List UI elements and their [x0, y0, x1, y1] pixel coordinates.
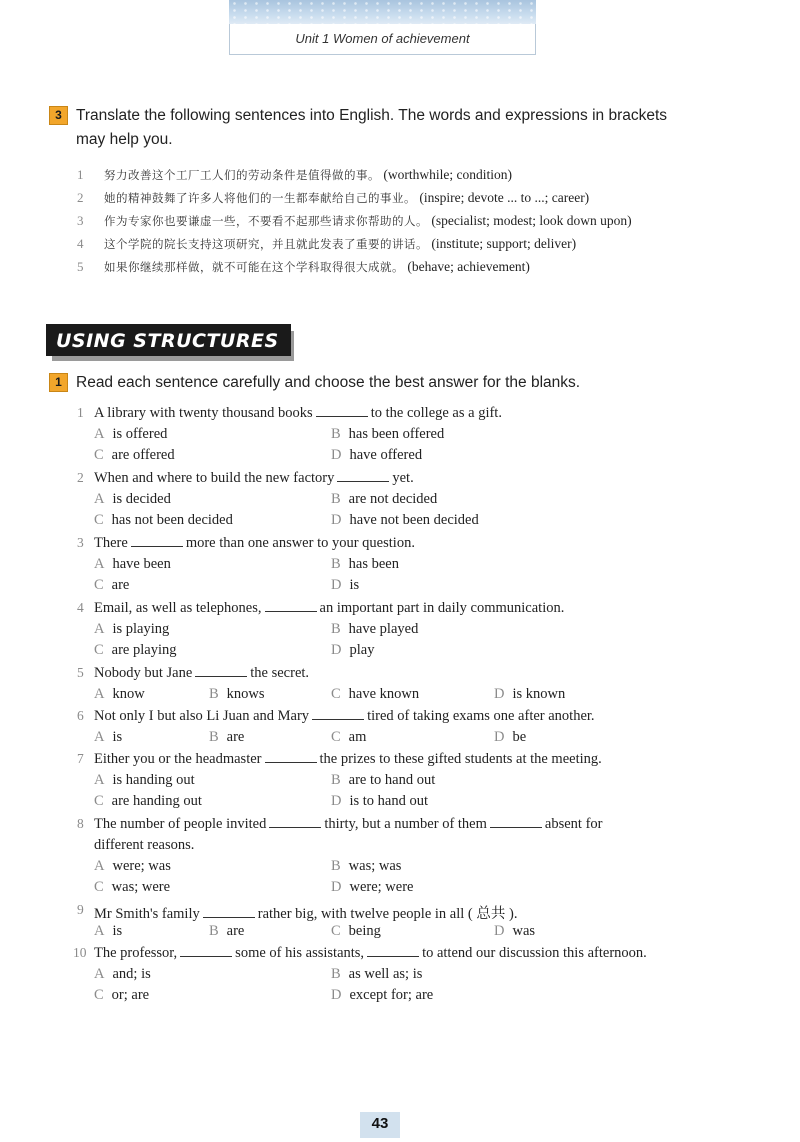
answer-option	[94, 966, 151, 983]
question-text-after: to the college as a gift.	[370, 405, 502, 421]
answer-blank	[180, 946, 232, 957]
question-text-before: Mr Smith's family	[94, 906, 200, 922]
answer-option	[94, 426, 167, 443]
question-text-before: Not only I but also Li Juan and Mary	[94, 708, 310, 724]
option-letter: B	[331, 772, 341, 788]
answer-option	[331, 858, 401, 875]
question-number: 4	[77, 600, 84, 615]
translate-item-chinese: 作为专家你也要谦虚一些，不要看不起那些请求你帮助的人。	[104, 214, 428, 228]
translate-item-chinese: 如果你继续那样做，就不可能在这个学科取得很大成就。	[104, 260, 404, 274]
question-stem	[94, 535, 415, 552]
option-letter: B	[209, 923, 219, 939]
question-text-before: A library with twenty thousand books	[94, 405, 313, 421]
option-letter: D	[494, 923, 505, 939]
answer-option	[331, 426, 444, 443]
answer-blank	[490, 817, 542, 828]
answer-blank	[203, 907, 255, 918]
question-text-middle: some of his assistants,	[235, 945, 365, 961]
translate-item-number: 3	[77, 213, 84, 228]
option-text: is decided	[112, 491, 171, 507]
option-text: have been	[112, 556, 171, 572]
question-number: 8	[77, 816, 84, 831]
option-text: and; is	[112, 966, 151, 982]
option-text: have offered	[349, 447, 423, 463]
answer-option	[94, 686, 145, 703]
answer-option	[331, 966, 422, 983]
question-stem	[94, 816, 602, 833]
option-letter: B	[209, 729, 219, 745]
option-text: has been offered	[348, 426, 445, 442]
mc-instruction: Read each sentence carefully and choose the best answer for the blanks.	[76, 374, 581, 391]
answer-option	[494, 923, 535, 940]
option-letter: B	[331, 858, 341, 874]
unit-title: Unit 1 Women of achievement	[229, 24, 536, 55]
translate-item-chinese: 她的精神鼓舞了许多人将他们的一生都奉献给自己的事业。	[104, 191, 416, 205]
option-text: being	[348, 923, 381, 939]
option-letter: B	[331, 426, 341, 442]
question-number: 3	[77, 535, 84, 550]
question-number: 10	[73, 945, 87, 960]
option-letter: B	[209, 686, 219, 702]
option-letter: D	[331, 879, 342, 895]
option-letter: C	[94, 512, 104, 528]
option-text: is to hand out	[349, 793, 429, 809]
question-text-after: the prizes to these gifted students at the meeting.	[319, 751, 602, 767]
header-decorative-band	[229, 0, 536, 24]
option-letter: A	[94, 858, 105, 874]
translate-item	[104, 213, 632, 229]
option-letter: C	[331, 686, 341, 702]
option-letter: C	[94, 642, 104, 658]
question-text-before: The professor,	[94, 945, 178, 961]
option-text: are	[226, 923, 245, 939]
option-text: have played	[348, 621, 419, 637]
exercise-number-badge: 3	[49, 106, 68, 125]
question-stem	[94, 751, 602, 768]
option-text: was; was	[348, 858, 402, 874]
translate-item-number: 5	[77, 259, 84, 274]
option-text: is	[112, 923, 123, 939]
answer-option	[94, 577, 129, 594]
translate-instruction-line2: may help you.	[76, 131, 173, 148]
question-text-after: rather big, with twelve people in all ( 总共 ).	[257, 906, 518, 922]
option-text: was; were	[111, 879, 171, 895]
answer-option	[331, 879, 413, 896]
answer-option	[494, 729, 526, 746]
answer-option	[209, 923, 244, 940]
answer-option	[331, 621, 418, 638]
answer-option	[331, 447, 422, 464]
option-text: is	[349, 577, 360, 593]
option-text: are not decided	[348, 491, 438, 507]
translate-item-number: 1	[77, 167, 84, 182]
option-text: are offered	[111, 447, 175, 463]
question-stem	[94, 600, 564, 617]
option-text: am	[348, 729, 367, 745]
answer-blank	[195, 666, 247, 677]
question-text-before: Either you or the headmaster	[94, 751, 262, 767]
answer-option	[94, 729, 122, 746]
option-letter: D	[331, 793, 342, 809]
answer-blank	[316, 406, 368, 417]
option-text: or; are	[111, 987, 150, 1003]
answer-option	[331, 987, 433, 1004]
answer-option	[94, 987, 149, 1004]
question-text-after: to attend our discussion this afternoon.	[422, 945, 647, 961]
option-letter: A	[94, 686, 105, 702]
option-letter: A	[94, 491, 105, 507]
translate-item-chinese: 这个学院的院长支持这项研究，并且就此发表了重要的讲话。	[104, 237, 428, 251]
question-number: 6	[77, 708, 84, 723]
translate-item	[104, 190, 589, 206]
translate-instruction-line1: Translate the following sentences into English. The words and expressions in brackets	[76, 107, 668, 124]
answer-option	[94, 491, 171, 508]
question-stem	[94, 470, 414, 487]
option-letter: C	[94, 577, 104, 593]
option-text: are	[226, 729, 245, 745]
option-text: has been	[348, 556, 399, 572]
exercise-number-badge: 1	[49, 373, 68, 392]
option-letter: B	[331, 621, 341, 637]
answer-blank	[265, 601, 317, 612]
option-text: has not been decided	[111, 512, 233, 528]
option-text: is known	[512, 686, 566, 702]
question-text-before: Email, as well as telephones,	[94, 600, 262, 616]
question-number: 5	[77, 665, 84, 680]
translate-item	[104, 167, 512, 183]
option-letter: D	[331, 512, 342, 528]
answer-option	[331, 686, 419, 703]
question-text-after: tired of taking exams one after another.	[367, 708, 595, 724]
answer-option	[94, 772, 195, 789]
option-letter: C	[94, 793, 104, 809]
question-stem	[94, 708, 595, 725]
option-letter: A	[94, 772, 105, 788]
answer-blank	[312, 709, 364, 720]
translate-item-hint: (worthwhile; condition)	[383, 167, 512, 182]
option-text: were; were	[349, 879, 414, 895]
option-letter: C	[94, 879, 104, 895]
option-letter: A	[94, 966, 105, 982]
option-text: are playing	[111, 642, 177, 658]
translate-item	[104, 259, 530, 275]
question-text-before: When and where to build the new factory	[94, 470, 335, 486]
option-letter: B	[331, 966, 341, 982]
answer-option	[94, 793, 202, 810]
translate-item-number: 2	[77, 190, 84, 205]
question-number: 7	[77, 751, 84, 766]
option-text: have not been decided	[349, 512, 479, 528]
option-text: know	[112, 686, 145, 702]
question-number: 2	[77, 470, 84, 485]
translate-item-hint: (specialist; modest; look down upon)	[431, 213, 632, 228]
option-letter: D	[494, 686, 505, 702]
answer-option	[494, 686, 565, 703]
question-text-after: the secret.	[250, 665, 310, 681]
answer-blank	[265, 752, 317, 763]
translate-item-hint: (institute; support; deliver)	[431, 236, 577, 251]
answer-option	[94, 879, 170, 896]
translate-item-chinese: 努力改善这个工厂工人们的劳动条件是值得做的事。	[104, 168, 380, 182]
answer-option	[331, 923, 381, 940]
answer-option	[331, 577, 359, 594]
translate-item-hint: (behave; achievement)	[407, 259, 530, 274]
answer-option	[94, 858, 171, 875]
answer-option	[331, 729, 366, 746]
question-stem	[94, 902, 517, 923]
section-banner-title: USING STRUCTURES	[56, 330, 279, 352]
question-stem	[94, 405, 502, 422]
question-text-before: The number of people invited	[94, 816, 267, 832]
option-letter: D	[331, 642, 342, 658]
answer-option	[331, 556, 399, 573]
option-text: be	[512, 729, 527, 745]
translate-item	[104, 236, 576, 252]
option-letter: D	[331, 577, 342, 593]
question-text-after: absent for	[544, 816, 603, 832]
option-text: are	[111, 577, 130, 593]
question-text-after: yet.	[392, 470, 414, 486]
answer-option	[94, 923, 122, 940]
question-stem	[94, 945, 647, 962]
answer-option	[94, 447, 175, 464]
answer-option	[209, 686, 265, 703]
answer-blank	[269, 817, 321, 828]
question-text-continuation: different reasons.	[94, 837, 195, 853]
option-text: as well as; is	[348, 966, 423, 982]
option-letter: B	[331, 491, 341, 507]
answer-blank	[131, 536, 183, 547]
question-text-middle: thirty, but a number of them	[324, 816, 487, 832]
answer-blank	[337, 471, 389, 482]
option-text: are handing out	[111, 793, 202, 809]
option-letter: B	[331, 556, 341, 572]
option-letter: A	[94, 621, 105, 637]
answer-option	[94, 642, 177, 659]
option-letter: C	[331, 729, 341, 745]
question-number: 9	[77, 902, 84, 917]
answer-option	[209, 729, 244, 746]
option-text: are to hand out	[348, 772, 436, 788]
option-letter: A	[94, 923, 105, 939]
answer-option	[331, 793, 428, 810]
question-number: 1	[77, 405, 84, 420]
answer-option	[331, 772, 435, 789]
option-letter: D	[494, 729, 505, 745]
option-letter: A	[94, 729, 105, 745]
option-letter: C	[94, 987, 104, 1003]
option-letter: C	[94, 447, 104, 463]
option-text: play	[349, 642, 375, 658]
option-letter: A	[94, 426, 105, 442]
option-text: have known	[348, 686, 420, 702]
option-text: except for; are	[349, 987, 434, 1003]
question-stem	[94, 665, 309, 682]
answer-option	[331, 642, 374, 659]
option-text: is	[112, 729, 123, 745]
option-text: knows	[226, 686, 265, 702]
translate-item-hint: (inspire; devote ... to ...; career)	[419, 190, 590, 205]
question-text-after: more than one answer to your question.	[185, 535, 415, 551]
option-letter: A	[94, 556, 105, 572]
translate-item-number: 4	[77, 236, 84, 251]
option-text: was	[512, 923, 536, 939]
option-text: is handing out	[112, 772, 195, 788]
answer-option	[94, 621, 169, 638]
answer-option	[94, 512, 233, 529]
answer-option	[331, 491, 437, 508]
answer-option	[94, 556, 171, 573]
question-text-after: an important part in daily communication.	[319, 600, 565, 616]
option-text: is offered	[112, 426, 168, 442]
page-number: 43	[360, 1112, 400, 1138]
answer-option	[331, 512, 479, 529]
question-text-before: Nobody but Jane	[94, 665, 193, 681]
option-text: were; was	[112, 858, 171, 874]
option-text: is playing	[112, 621, 170, 637]
question-text-before: There	[94, 535, 128, 551]
option-letter: C	[331, 923, 341, 939]
option-letter: D	[331, 987, 342, 1003]
option-letter: D	[331, 447, 342, 463]
answer-blank	[367, 946, 419, 957]
